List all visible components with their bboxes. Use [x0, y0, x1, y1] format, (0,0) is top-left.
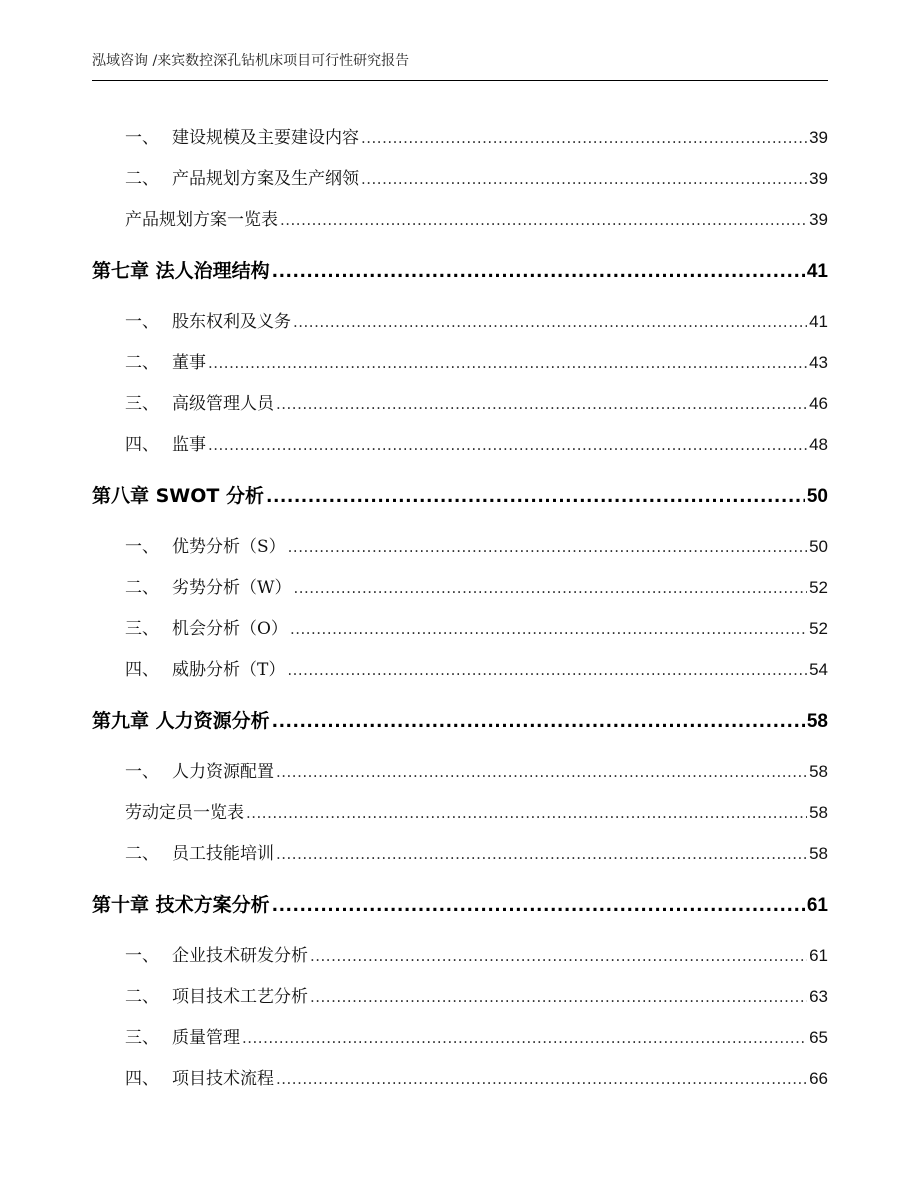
- toc-leader-dots: [310, 987, 807, 1007]
- toc-entry-title: 机会分析（O）: [172, 619, 288, 639]
- toc-entry-label: [92, 348, 206, 373]
- toc-leader-dots: [310, 946, 807, 966]
- toc-leader-dots: [208, 353, 807, 373]
- toc-page-number: 50: [809, 537, 828, 556]
- toc-page-number: 46: [809, 394, 828, 413]
- toc-leader-dots: [293, 578, 807, 598]
- toc-entry-label: [92, 481, 264, 508]
- toc-entry-title: 第八章 SWOT 分析: [92, 485, 264, 507]
- toc-leader-dots: [276, 394, 807, 414]
- toc-leader-dots: [361, 128, 807, 148]
- toc-entry-title: 第九章 人力资源分析: [92, 710, 270, 732]
- toc-entry-title: 产品规划方案及生产纲领: [172, 169, 359, 189]
- toc-entry-title: 高级管理人员: [172, 394, 274, 414]
- toc-entry-label: [92, 307, 291, 332]
- toc-entry-number: 二、: [125, 353, 159, 373]
- toc-section-entry[interactable]: [92, 1064, 828, 1089]
- toc-entry-number: 一、: [125, 128, 159, 148]
- toc-page-number: 65: [809, 1028, 828, 1047]
- toc-entry-number: 二、: [125, 578, 159, 598]
- toc-entry-title: 第七章 法人治理结构: [92, 260, 270, 282]
- toc-page-number: 43: [809, 353, 828, 372]
- toc-entry-title: 股东权利及义务: [172, 312, 291, 332]
- toc-chapter-entry[interactable]: [92, 481, 828, 508]
- toc-page-number: 39: [809, 210, 828, 229]
- toc-entry-number: 四、: [125, 660, 159, 680]
- toc-leader-dots: [242, 1028, 807, 1048]
- toc-entry-label: [92, 1064, 274, 1089]
- toc-section-entry[interactable]: [92, 389, 828, 414]
- toc-chapter-entry[interactable]: [92, 256, 828, 283]
- running-header: 泓域咨询 /来宾数控深孔钻机床项目可行性研究报告: [92, 53, 410, 69]
- toc-page-number: 52: [809, 578, 828, 597]
- toc-entry-label: [92, 164, 359, 189]
- toc-entry-label: [92, 655, 285, 680]
- toc-section-entry[interactable]: [92, 307, 828, 332]
- toc-entry-label: [92, 123, 359, 148]
- toc-entry-number: 一、: [125, 762, 159, 782]
- toc-entry-label: [92, 430, 206, 455]
- toc-entry-title: 监事: [172, 435, 206, 455]
- toc-leader-dots: [361, 169, 807, 189]
- toc-page-number: 41: [809, 312, 828, 331]
- toc-entry-title: 第十章 技术方案分析: [92, 894, 270, 916]
- toc-entry-title: 劳动定员一览表: [125, 803, 244, 823]
- toc-entry-number: 二、: [125, 987, 159, 1007]
- toc-entry-label: [92, 839, 274, 864]
- toc-entry-label: [92, 982, 308, 1007]
- toc-entry-number: 二、: [125, 169, 159, 189]
- toc-leader-dots: [246, 803, 807, 823]
- toc-entry-label: [92, 706, 270, 733]
- toc-entry-label: [92, 532, 286, 557]
- toc-entry-number: 三、: [125, 1028, 159, 1048]
- toc-entry-number: 一、: [125, 537, 159, 557]
- header-rule: [92, 80, 828, 81]
- toc-page-number: 61: [809, 946, 828, 965]
- toc-entry-title: 董事: [172, 353, 206, 373]
- toc-entry-number: 一、: [125, 946, 159, 966]
- toc-entry-number: 四、: [125, 435, 159, 455]
- toc-section-entry[interactable]: [92, 430, 828, 455]
- toc-page-number: 39: [809, 169, 828, 188]
- toc-page-number: 48: [809, 435, 828, 454]
- toc-entry-title: 人力资源配置: [172, 762, 274, 782]
- toc-leader-dots: [288, 537, 807, 557]
- toc-leader-dots: [266, 485, 805, 507]
- toc-entry-number: 三、: [125, 619, 159, 639]
- toc-page-number: 50: [806, 486, 828, 507]
- toc-leader-dots: [272, 260, 805, 282]
- toc-entry-title: 威胁分析（T）: [172, 660, 286, 680]
- toc-page-number: 58: [809, 762, 828, 781]
- toc-leader-dots: [276, 762, 807, 782]
- toc-leader-dots: [290, 619, 807, 639]
- toc-page-number: 41: [806, 261, 828, 282]
- toc-entry-number: 三、: [125, 394, 159, 414]
- toc-entry-title: 企业技术研发分析: [172, 946, 308, 966]
- toc-section-entry[interactable]: [92, 798, 828, 823]
- toc-section-entry[interactable]: [92, 123, 828, 148]
- toc-page-number: 58: [809, 803, 828, 822]
- toc-page-number: 66: [809, 1069, 828, 1088]
- toc-section-entry[interactable]: [92, 1023, 828, 1048]
- toc-entry-title: 优势分析（S）: [172, 537, 286, 557]
- toc-leader-dots: [287, 660, 807, 680]
- toc-page-number: 61: [806, 895, 828, 916]
- toc-leader-dots: [276, 1069, 807, 1089]
- toc-entry-label: [92, 941, 308, 966]
- toc-entry-label: [92, 573, 291, 598]
- toc-entry-label: [92, 1023, 240, 1048]
- toc-leader-dots: [276, 844, 807, 864]
- toc-leader-dots: [293, 312, 807, 332]
- toc-section-entry[interactable]: [92, 532, 828, 557]
- toc-entry-label: [92, 205, 278, 230]
- toc-entry-label: [92, 798, 244, 823]
- toc-chapter-entry[interactable]: [92, 706, 828, 733]
- toc-page-number: 58: [809, 844, 828, 863]
- toc-entry-title: 项目技术工艺分析: [172, 987, 308, 1007]
- toc-section-entry[interactable]: [92, 164, 828, 189]
- toc-entry-number: 四、: [125, 1069, 159, 1089]
- toc-entry-label: [92, 614, 288, 639]
- toc-entry-label: [92, 256, 270, 283]
- toc-page-number: 63: [809, 987, 828, 1006]
- toc-entry-title: 劣势分析（W）: [172, 578, 292, 598]
- toc-entry-label: [92, 890, 270, 917]
- toc-chapter-entry[interactable]: [92, 890, 828, 917]
- toc-entry-title: 产品规划方案一览表: [125, 210, 278, 230]
- toc-section-entry[interactable]: [92, 982, 828, 1007]
- toc-page-number: 52: [809, 619, 828, 638]
- toc-entry-title: 项目技术流程: [172, 1069, 274, 1089]
- toc-entry-number: 二、: [125, 844, 159, 864]
- toc-section-entry[interactable]: [92, 757, 828, 782]
- toc-entry-title: 员工技能培训: [172, 844, 274, 864]
- toc-page-number: 39: [809, 128, 828, 147]
- toc-section-entry[interactable]: [92, 348, 828, 373]
- toc-section-entry[interactable]: [92, 573, 828, 598]
- toc-page-number: 58: [806, 711, 828, 732]
- toc-entry-label: [92, 389, 274, 414]
- toc-entry-number: 一、: [125, 312, 159, 332]
- toc-section-entry[interactable]: [92, 839, 828, 864]
- toc-section-entry[interactable]: [92, 614, 828, 639]
- toc-entry-title: 质量管理: [172, 1028, 240, 1048]
- toc-leader-dots: [208, 435, 807, 455]
- toc-leader-dots: [280, 210, 807, 230]
- toc-section-entry[interactable]: [92, 205, 828, 230]
- toc-section-entry[interactable]: [92, 655, 828, 680]
- toc-entry-title: 建设规模及主要建设内容: [172, 128, 359, 148]
- toc-section-entry[interactable]: [92, 941, 828, 966]
- toc-leader-dots: [272, 710, 805, 732]
- toc-entry-label: [92, 757, 274, 782]
- toc-page-number: 54: [809, 660, 828, 679]
- toc-leader-dots: [272, 894, 805, 916]
